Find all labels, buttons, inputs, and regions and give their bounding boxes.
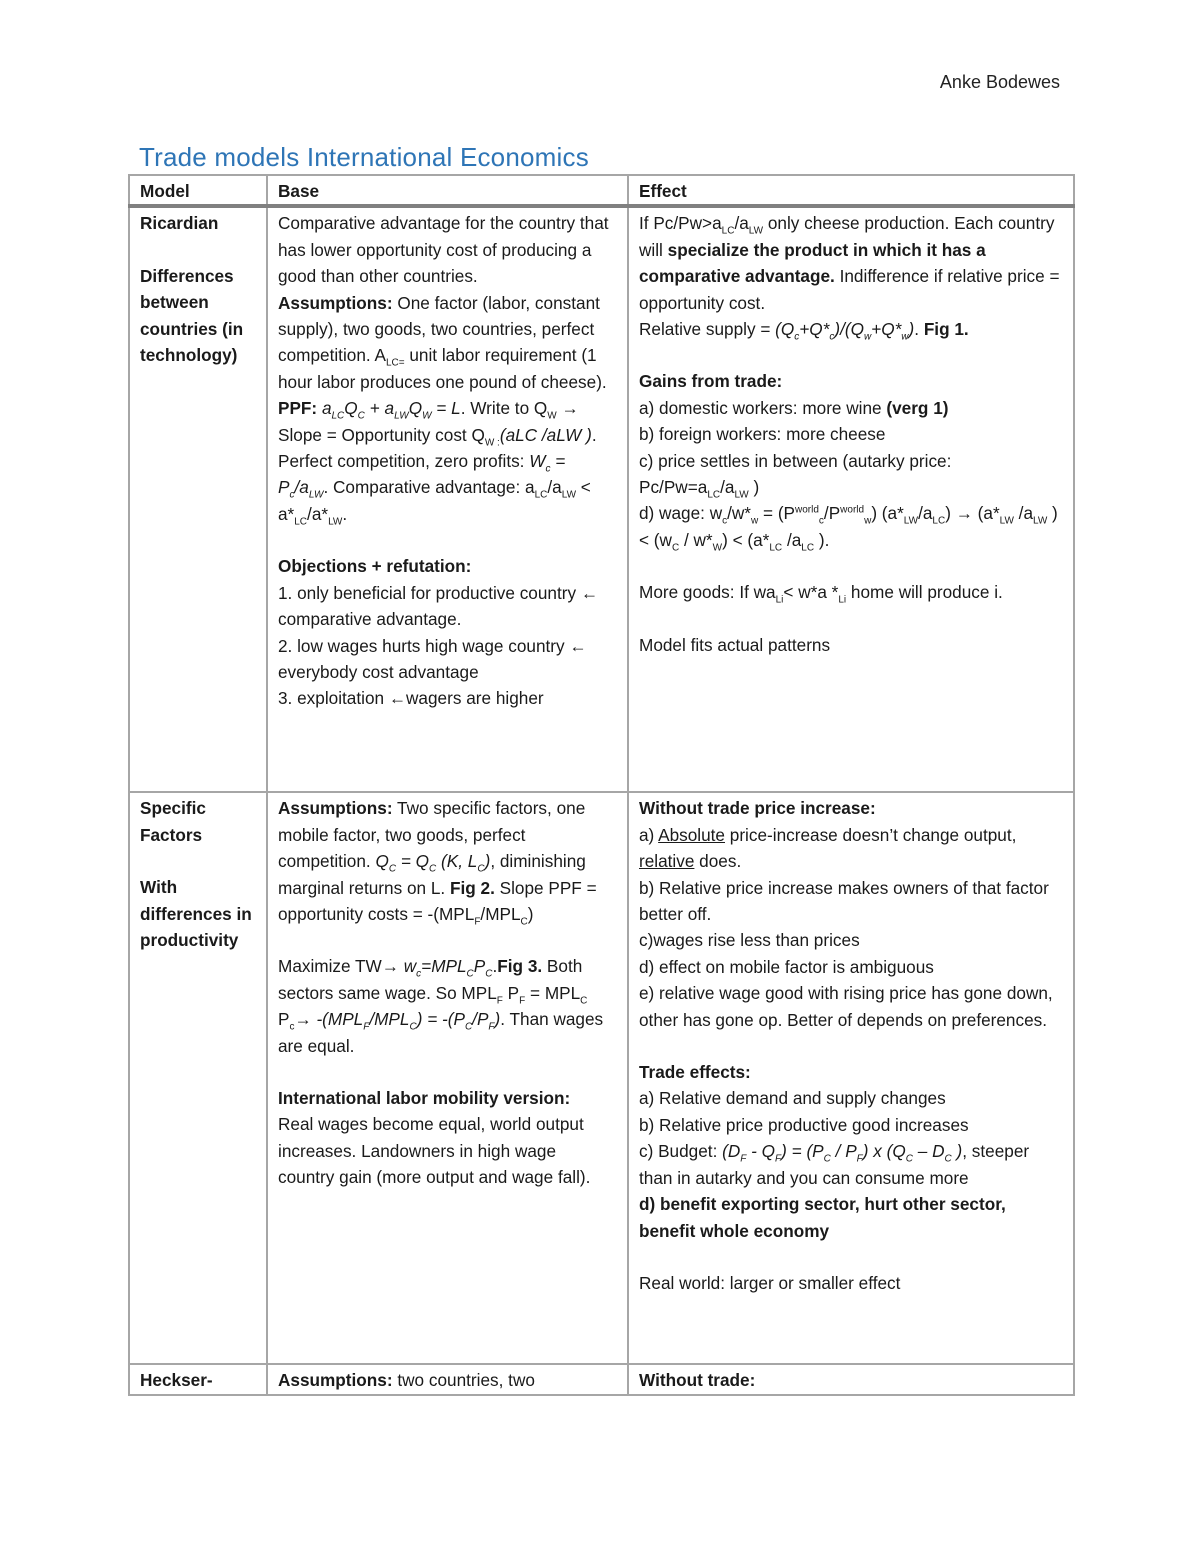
real-world-text: Real world: larger or smaller effect: [639, 1272, 901, 1293]
ricardian-effect-cell: [628, 206, 1074, 792]
without-trade-heading: Without trade:: [639, 1370, 756, 1391]
gains-heading: Gains from trade:: [639, 371, 783, 392]
objections-heading: Objections + refutation:: [278, 556, 472, 577]
author-name: Anke Bodewes: [939, 72, 1060, 92]
gain-item: a) domestic workers: more wine (verg 1): [639, 397, 949, 418]
header-base: Base: [267, 175, 628, 206]
ricardian-model-cell: [129, 206, 267, 792]
trade-effects-heading: Trade effects:: [639, 1062, 751, 1083]
effect-item: b) Relative price productive good increases: [639, 1114, 969, 1135]
intl-mobility-text: Real wages become equal, world output increases. Landowners in high wage country gain (more output and wage fall).: [278, 1114, 591, 1188]
table-row: [129, 792, 1074, 1364]
effect-item: c)wages rise less than prices: [639, 930, 860, 951]
model-name: Specific Factors: [140, 798, 206, 845]
table-header-row: [129, 175, 1074, 206]
table-row: [129, 1364, 1074, 1394]
heckscher-effect-cell: [628, 1364, 1074, 1394]
table-row: [129, 206, 1074, 792]
assumptions-paragraph: Assumptions: two countries, two: [278, 1370, 535, 1391]
assumptions-paragraph: Assumptions: One factor (labor, constant supply), two goods, two countries, perfect competition. $A_{LC=}$ unit labor requirement (1 hour labor produces one pound of cheese). PPF: $a_{LC}Q_C + a_{LW}Q_W = L$. Write to $Q_W$ → Slope = Opportunity cost $Q_{W :}(aLC$ /aLW ). Perfect competition, zero profits: $W_c = P_c/a_{LW}$. Comparative advantage: $a_{LC}/a_{LW} < a*_{LC}/a*_{LW}$.: [278, 292, 607, 528]
model-fits-text: Model fits actual patterns: [639, 634, 831, 655]
header-model: Model: [129, 175, 267, 206]
more-goods-paragraph: More goods: If $wa_{Li}< w*a$ $*_{Li}$ home will produce i.: [639, 582, 1003, 606]
model-name: Heckser-: [140, 1370, 213, 1391]
model-subtitle: With differences in productivity: [140, 877, 252, 951]
gain-item: b) foreign workers: more cheese: [639, 424, 886, 445]
heckscher-base-cell: [267, 1364, 628, 1394]
effect-item: a) Relative demand and supply changes: [639, 1088, 946, 1109]
without-trade-heading: Without trade price increase:: [639, 798, 876, 819]
objection-item: 1. only beneficial for productive country ← comparative advantage.: [278, 582, 599, 630]
effect-item: a) Absolute price-increase doesn’t change output, relative does.: [639, 824, 1017, 872]
model-name: Ricardian: [140, 213, 219, 234]
effect-item: b) Relative price increase makes owners of that factor better off.: [639, 877, 1049, 925]
base-paragraph: Comparative advantage for the country that has lower opportunity cost of producing a good than other countries.: [278, 213, 609, 287]
trade-models-table: [128, 174, 1075, 1396]
objection-item: 3. exploitation ←wagers are higher: [278, 688, 544, 709]
maximize-paragraph: Maximize $TW\to w_c=MPL_CP_C.Fig$ 3. Both sectors same wage. So $MPL_F$ $P_F = MPL_C$ $P_c\to -(MPL_F/MPL_C) = -(P_C/P_F)$. Than wages are equal.: [278, 956, 604, 1056]
effect-item: d) effect on mobile factor is ambiguous: [639, 956, 934, 977]
effect-paragraph: If $Pc/Pw>a_{LC}/a_{LW}$ only cheese production. Each country will specialize the product in which it has a comparative advantage. Indifference if relative price = opportunity cost. Relative supply = $(Q_c+Q*_c)/(Q_w+Q*_w)$. Fig 1.: [639, 213, 1060, 343]
specific-model-cell: [129, 792, 267, 1364]
header-effect: Effect: [628, 175, 1074, 206]
assumptions-paragraph: Assumptions: Two specific factors, one mobile factor, two goods, perfect competition. $Q_C = Q_C$ (K, $L_C$), diminishing marginal returns on L. Fig 2. Slope PPF = opportunity costs = $-(MPL_F/MPL_C)$: [278, 798, 597, 928]
specific-effect-cell: [628, 792, 1074, 1364]
ricardian-base-cell: [267, 206, 628, 792]
effect-item: e) relative wage good with rising price has gone down, other has gone op. Better of depends on preferences.: [639, 983, 1053, 1030]
model-subtitle: Differences between countries (in technology): [140, 265, 244, 366]
effect-item: d) benefit exporting sector, hurt other sector, benefit whole economy: [639, 1194, 1006, 1241]
gain-item: c) price settles in between (autarky price: $Pc/Pw=a_{LC}/a_{LW}$ ) d) wage: $w_c/w*_w = (P^{world}_c/P^{world}_w) (a*_{LW}/a_{LC}) \to (a*_{LW}$ $/a_{LW}$ ) < $(w_C / w*_W) < (a*_{LC}$ $/a_{LC}$ ).: [639, 450, 1058, 554]
intl-mobility-heading: International labor mobility version:: [278, 1088, 571, 1109]
page-title: Trade models International Economics: [139, 142, 589, 172]
specific-base-cell: [267, 792, 628, 1364]
heckscher-model-cell: [129, 1364, 267, 1394]
objection-item: 2. low wages hurts high wage country ← everybody cost advantage: [278, 635, 587, 682]
effect-item: c) Budget: $(D_F - Q_F) = (P_C / P_F)$ x ($Q_C - D_C$ ), steeper than in autarky and you can consume more: [639, 1141, 1030, 1188]
